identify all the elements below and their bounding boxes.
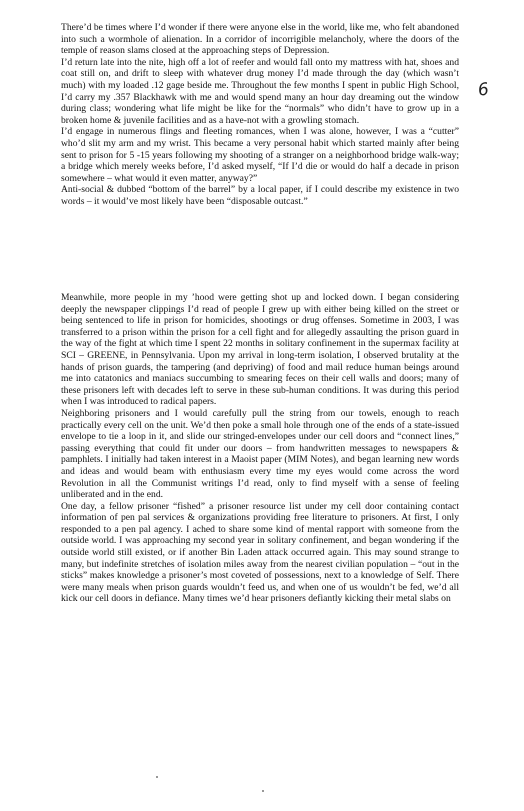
text-block-upper	[61, 22, 459, 208]
paragraph: I’d engage in numerous flings and fleeting romances, when I was alone, however, I was a “cutter” who’d slit my arm and my wrist. This became a very personal habit which started mainly after being sent to prison for 5 -15 years following my shooting of a stranger on a neighborhood bridge walk-way; a bridge which merely weeks before, I’d asked myself, “If I’d die or would do half a decade in prison somewhere – what would it even matter, anyway?”	[61, 126, 459, 184]
paragraph: Anti-social & dubbed “bottom of the barrel” by a local paper, if I could describe my existence in two words – it would’ve most likely have been “disposable outcast.”	[61, 184, 459, 207]
paragraph: Meanwhile, more people in my ’hood were getting shot up and locked down. I began considering deeply the newspaper clippings I’d read of people I grew up with either being killed on the street or being sentenced to life in prison for homicides, shootings or drug offenses. Sometime in 2003, I was transferred to a prison within the prison for a cell fight and for allegedly assaulting the prison guard in the way of the fight at which time I spent 22 months in solitary confinement in the supermax facility at SCI – GREENE, in Pennsylvania. Upon my arrival in long-term isolation, I observed brutality at the hands of prison guards, the tampering (and depriving) of food and mail reduce human beings around me into catatonics and maniacs succumbing to smearing feces on their cell walls and doors; many of these prisoners left with decades left to serve in these sub-human conditions. It was during this period when I was introduced to radical papers.	[61, 292, 459, 408]
paragraph: One day, a fellow prisoner “fished” a prisoner resource list under my cell door containing contact information of pen pal services & organizations providing free literature to prisoners. At first, I only responded to a pen pal agency. I ached to share some kind of mental rapport with someone from the outside world. I was approaching my second year in solitary confinement, and began wondering if the outside world still existed, or if another Bin Laden attack occurred again. This may sound strange to many, but indefinite stretches of isolation miles away from the nearest civilian population – “out in the sticks” makes knowledge a prisoner’s most coveted of possessions, next to a knowledge of Self. There were many meals when prison guards wouldn’t feed us, and when one of us wouldn’t be fed, we’d all kick our cell doors in defiance. Many times we’d hear prisoners defiantly kicking their metal slabs on	[61, 500, 459, 605]
paragraph: I’d return late into the nite, high off a lot of reefer and would fall onto my mattress with hat, shoes and coat still on, and drift to sleep with whatever drug money I’d made through the day (which wasn’t much) with my loaded .12 gage beside me. Throughout the few months I spent in public High School, I’d carry my .357 Blackhawk with me and would spend many an hour day dreaming out the window during class; wondering what life might be like for the “normals” who didn’t have to grow up in a broken home & juvenile facilities and as a have-not with a growling stomach.	[61, 56, 459, 126]
scan-speck	[156, 776, 158, 778]
paragraph: There’d be times where I’d wonder if there were anyone else in the world, like me, who felt abandoned into such a wormhole of alienation. In a corridor of incorrigible melancholy, where the doors of the temple of reason slams closed at the approaching steps of Depression.	[61, 22, 459, 57]
paragraph: Neighboring prisoners and I would carefully pull the string from our towels, enough to reach practically every cell on the unit. We’d then poke a small hole through one of the ends of a state-issued envelope to tie a loop in it, and slide our stringed-envelopes under our cell doors and “connect lines,” passing everything that could fit under our doors – from handwritten messages to newspapers & pamphlets. I initially had taken interest in a Maoist paper (MIM Notes), and began learning new words and ideas and would beam with enthusiasm every time my eyes would come across the word Revolution in all the Communist writings I’d read, only to find myself with a sense of feeling unliberated and in the end.	[61, 407, 459, 501]
text-block-lower	[61, 292, 459, 605]
scan-speck	[262, 790, 264, 792]
page-number: 6	[476, 79, 491, 101]
